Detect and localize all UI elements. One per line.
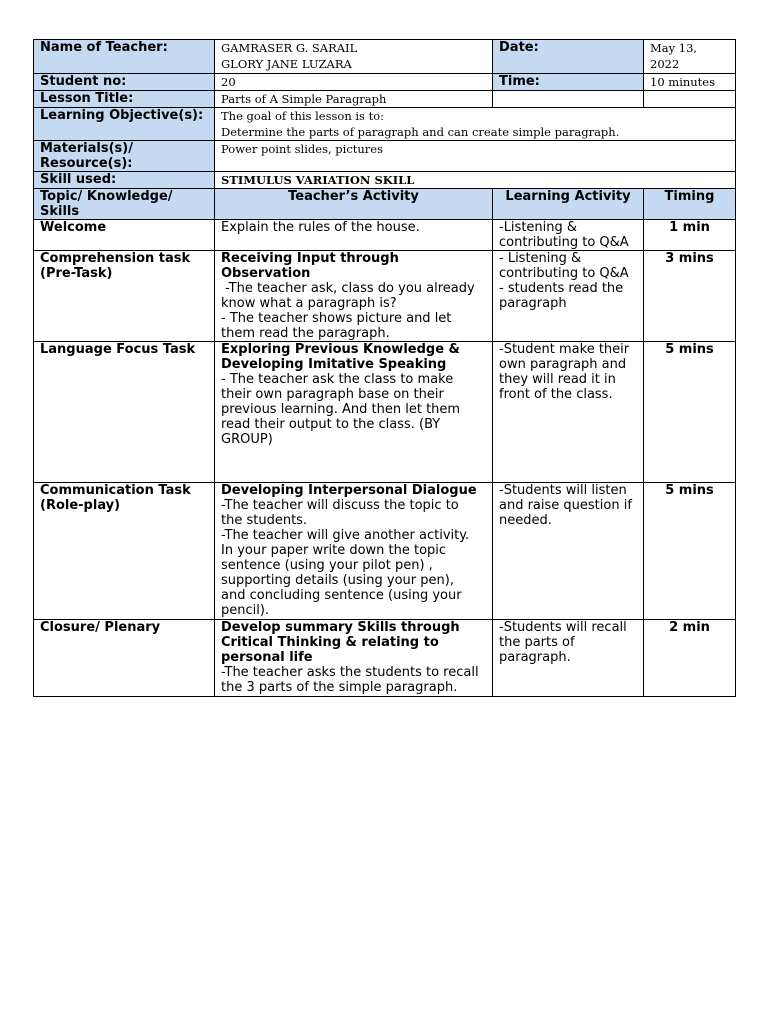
teacher-activity: Receiving Input through Observation -The teacher ask, class do you already know what a paragraph is? - The teacher shows picture and let them read the paragraph.: [215, 251, 493, 342]
timing: 5 mins: [644, 342, 736, 483]
materials-row: [34, 141, 736, 172]
learning-activity: -Students will listen and raise question if needed.: [493, 483, 644, 620]
materials-label: Materials(s)/ Resource(s):: [34, 141, 215, 172]
lesson-title-label: Lesson Title:: [34, 91, 215, 108]
date-label: Date:: [493, 40, 644, 74]
teacher-name: GAMRASER G. SARAIL: [221, 41, 358, 55]
column-header-timing: Timing: [644, 189, 736, 220]
teacher-names: [215, 40, 493, 74]
skill-row: [34, 172, 736, 189]
skill-value: STIMULUS VARIATION SKILL: [215, 172, 736, 189]
objectives-value: The goal of this lesson is to: Determine the parts of paragraph and can create simple paragraph.: [215, 108, 736, 141]
activity-topic: Welcome: [34, 220, 215, 251]
column-header-teacher-activity: Teacher’s Activity: [215, 189, 493, 220]
teacher-row: [34, 40, 736, 74]
student-no-value: 20: [215, 74, 493, 91]
teacher-activity: Develop summary Skills through Critical Thinking & relating to personal life -The teacher asks the students to recall the 3 parts of the simple paragraph.: [215, 620, 493, 697]
column-header-row: [34, 189, 736, 220]
teacher-name: GLORY JANE LUZARA: [221, 57, 352, 71]
objectives-row: [34, 108, 736, 141]
time-label: Time:: [493, 74, 644, 91]
activity-topic: Communication Task (Role-play): [34, 483, 215, 620]
learning-activity: -Students will recall the parts of paragraph.: [493, 620, 644, 697]
column-header-topic: Topic/ Knowledge/ Skills: [34, 189, 215, 220]
lesson-plan-table: [33, 39, 736, 697]
teacher-activity: Explain the rules of the house.: [215, 220, 493, 251]
timing: 1 min: [644, 220, 736, 251]
activity-row: [34, 251, 736, 342]
timing: 5 mins: [644, 483, 736, 620]
lesson-title-value: Parts of A Simple Paragraph: [215, 91, 493, 108]
time-value: 10 minutes: [644, 74, 736, 91]
teacher-activity: Exploring Previous Knowledge & Developing Imitative Speaking - The teacher ask the class to make their own paragraph base on their previous learning. And then let them read their output to the class. (BY GROUP): [215, 342, 493, 483]
student-row: [34, 74, 736, 91]
student-no-label: Student no:: [34, 74, 215, 91]
activity-row: [34, 620, 736, 697]
learning-activity: -Listening & contributing to Q&A: [493, 220, 644, 251]
objectives-label: Learning Objective(s):: [34, 108, 215, 141]
lesson-title-row: [34, 91, 736, 108]
skill-label: Skill used:: [34, 172, 215, 189]
teacher-activity: Developing Interpersonal Dialogue -The teacher will discuss the topic to the students. -The teacher will give another activity. In your paper write down the topic sentence (using your pilot pen) , supporting details (using your pen), and concluding sentence (using your pencil).: [215, 483, 493, 620]
activity-topic: Language Focus Task: [34, 342, 215, 483]
materials-value: Power point slides, pictures: [215, 141, 736, 172]
date-value: May 13, 2022: [644, 40, 736, 74]
activity-topic: Closure/ Plenary: [34, 620, 215, 697]
activity-row: [34, 342, 736, 483]
activity-topic: Comprehension task (Pre-Task): [34, 251, 215, 342]
activity-rows: [34, 220, 736, 697]
activity-row: [34, 483, 736, 620]
activity-row: [34, 220, 736, 251]
column-header-learning-activity: Learning Activity: [493, 189, 644, 220]
timing: 3 mins: [644, 251, 736, 342]
teacher-label: Name of Teacher:: [34, 40, 215, 74]
learning-activity: -Student make their own paragraph and they will read it in front of the class.: [493, 342, 644, 483]
empty-cell: [644, 91, 736, 108]
empty-cell: [493, 91, 644, 108]
timing: 2 min: [644, 620, 736, 697]
learning-activity: - Listening & contributing to Q&A - students read the paragraph: [493, 251, 644, 342]
